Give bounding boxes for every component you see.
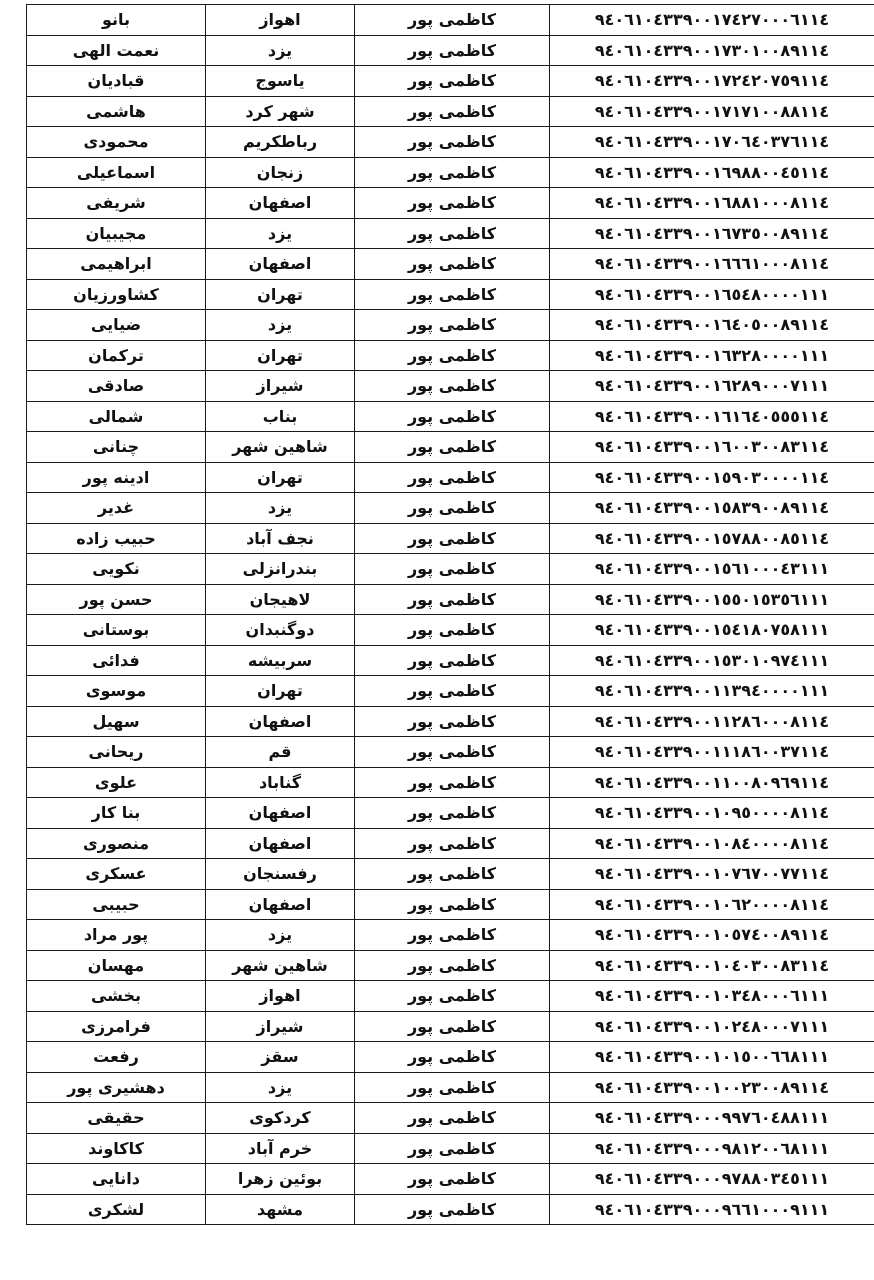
table-row (27, 249, 874, 280)
table-row (27, 1164, 874, 1195)
cell-id-number: ۹٤۰٦۱۰٤۳۳۹۰۰۱۰۳٤۸۰۰۰٦۱۱۱ (550, 981, 874, 1012)
cell-name: حقیقی (27, 1103, 206, 1134)
cell-family: کاظمی پور (355, 859, 550, 890)
cell-city: شهر کرد (206, 96, 355, 127)
cell-id-number: ۹٤۰٦۱۰٤۳۳۹۰۰۱۷۱۷۱۰۰۸۸۱۱٤ (550, 96, 874, 127)
cell-family: کاظمی پور (355, 96, 550, 127)
cell-city: دوگنبدان (206, 615, 355, 646)
cell-id-number: ۹٤۰٦۱۰٤۳۳۹۰۰۱۰۸٤۰۰۰۰۸۱۱٤ (550, 828, 874, 859)
table-row (27, 767, 874, 798)
table-row (27, 279, 874, 310)
cell-family: کاظمی پور (355, 188, 550, 219)
cell-family: کاظمی پور (355, 310, 550, 341)
cell-city: خرم آباد (206, 1133, 355, 1164)
cell-id-number: ۹٤۰٦۱۰٤۳۳۹۰۰۱۱۱۸٦۰۰۳۷۱۱٤ (550, 737, 874, 768)
cell-city: رفسنجان (206, 859, 355, 890)
cell-city: یزد (206, 920, 355, 951)
table-row (27, 798, 874, 829)
cell-id-number: ۹٤۰٦۱۰٤۳۳۹۰۰۱٦٦٦۱۰۰۰۸۱۱٤ (550, 249, 874, 280)
cell-id-number: ۹٤۰٦۱۰٤۳۳۹۰۰۱۷۲٤۲۰۷٥۹۱۱٤ (550, 66, 874, 97)
cell-id-number: ۹٤۰٦۱۰٤۳۳۹۰۰۱٥٦۱۰۰۰٤۳۱۱۱ (550, 554, 874, 585)
cell-id-number: ۹٤۰٦۱۰٤۳۳۹۰۰۱۰٦۲۰۰۰۰۸۱۱٤ (550, 889, 874, 920)
cell-family: کاظمی پور (355, 1133, 550, 1164)
cell-id-number: ۹٤۰٦۱۰٤۳۳۹۰۰۰۹۹۷٦۰٤۸۸۱۱۱ (550, 1103, 874, 1134)
cell-name: فدائی (27, 645, 206, 676)
cell-name: چنانی (27, 432, 206, 463)
cell-name: حبیبی (27, 889, 206, 920)
cell-name: غدیر (27, 493, 206, 524)
cell-family: کاظمی پور (355, 1164, 550, 1195)
cell-name: شمالی (27, 401, 206, 432)
cell-id-number: ۹٤۰٦۱۰٤۳۳۹۰۰۱٦۲۸۹۰۰۰۷۱۱۱ (550, 371, 874, 402)
table-row (27, 1133, 874, 1164)
table-row (27, 706, 874, 737)
cell-family: کاظمی پور (355, 5, 550, 36)
cell-id-number: ۹٤۰٦۱۰٤۳۳۹۰۰۱٦٤۰٥۰۰۸۹۱۱٤ (550, 310, 874, 341)
cell-city: اصفهان (206, 706, 355, 737)
table-row (27, 523, 874, 554)
table-row (27, 889, 874, 920)
cell-city: یزد (206, 1072, 355, 1103)
cell-name: رفعت (27, 1042, 206, 1073)
table-row (27, 127, 874, 158)
cell-family: کاظمی پور (355, 127, 550, 158)
cell-city: کردکوی (206, 1103, 355, 1134)
cell-city: شیراز (206, 1011, 355, 1042)
table-row (27, 35, 874, 66)
cell-id-number: ۹٤۰٦۱۰٤۳۳۹۰۰۱۰۷٦۷۰۰۷۷۱۱٤ (550, 859, 874, 890)
table-row (27, 310, 874, 341)
table-row (27, 401, 874, 432)
cell-city: اصفهان (206, 249, 355, 280)
cell-name: علوی (27, 767, 206, 798)
table-row (27, 157, 874, 188)
cell-city: یزد (206, 310, 355, 341)
cell-family: کاظمی پور (355, 279, 550, 310)
table-row (27, 462, 874, 493)
cell-id-number: ۹٤۰٦۱۰٤۳۳۹۰۰۱٥۹۰۳۰۰۰۰۱۱٤ (550, 462, 874, 493)
cell-name: محمودی (27, 127, 206, 158)
cell-city: تهران (206, 340, 355, 371)
cell-city: بوئین زهرا (206, 1164, 355, 1195)
cell-city: اهواز (206, 981, 355, 1012)
cell-name: فرامرزی (27, 1011, 206, 1042)
cell-name: دهشیری پور (27, 1072, 206, 1103)
cell-city: اهواز (206, 5, 355, 36)
table-row (27, 554, 874, 585)
cell-family: کاظمی پور (355, 676, 550, 707)
cell-family: کاظمی پور (355, 737, 550, 768)
cell-id-number: ۹٤۰٦۱۰٤۳۳۹۰۰۱۰۰۲۳۰۰۸۹۱۱٤ (550, 1072, 874, 1103)
cell-name: موسوی (27, 676, 206, 707)
table-row (27, 950, 874, 981)
cell-name: هاشمی (27, 96, 206, 127)
cell-family: کاظمی پور (355, 1072, 550, 1103)
cell-name: مهسان (27, 950, 206, 981)
cell-name: شریفی (27, 188, 206, 219)
cell-city: شاهین شهر (206, 950, 355, 981)
cell-id-number: ۹٤۰٦۱۰٤۳۳۹۰۰۱۷٤۲۷۰۰۰٦۱۱٤ (550, 5, 874, 36)
cell-city: سربیشه (206, 645, 355, 676)
cell-family: کاظمی پور (355, 249, 550, 280)
cell-id-number: ۹٤۰٦۱۰٤۳۳۹۰۰۱٥٤۱۸۰۷٥۸۱۱۱ (550, 615, 874, 646)
cell-city: تهران (206, 279, 355, 310)
cell-name: حبیب زاده (27, 523, 206, 554)
cell-id-number: ۹٤۰٦۱۰٤۳۳۹۰۰۱٥۳۰۱۰۹۷٤۱۱۱ (550, 645, 874, 676)
cell-id-number: ۹٤۰٦۱۰٤۳۳۹۰۰۱۱۰۰۸۰۹٦۹۱۱٤ (550, 767, 874, 798)
cell-city: مشهد (206, 1194, 355, 1225)
cell-name: عسکری (27, 859, 206, 890)
table-row (27, 645, 874, 676)
table-row (27, 1103, 874, 1134)
table-row (27, 615, 874, 646)
table-row (27, 340, 874, 371)
cell-id-number: ۹٤۰٦۱۰٤۳۳۹۰۰۱٦۳۲۸۰۰۰۰۱۱۱ (550, 340, 874, 371)
cell-id-number: ۹٤۰٦۱۰٤۳۳۹۰۰۱۰٤۰۳۰۰۸۳۱۱٤ (550, 950, 874, 981)
records-table-body (27, 5, 874, 1225)
cell-name: حسن پور (27, 584, 206, 615)
table-row (27, 1072, 874, 1103)
cell-name: نکویی (27, 554, 206, 585)
table-row (27, 371, 874, 402)
cell-city: سقز (206, 1042, 355, 1073)
table-row (27, 828, 874, 859)
cell-name: مجیبیان (27, 218, 206, 249)
cell-family: کاظمی پور (355, 523, 550, 554)
cell-name: ریحانی (27, 737, 206, 768)
cell-id-number: ۹٤۰٦۱۰٤۳۳۹۰۰۱٦۱٦٤۰٥٥٥۱۱٤ (550, 401, 874, 432)
cell-family: کاظمی پور (355, 828, 550, 859)
cell-family: کاظمی پور (355, 340, 550, 371)
cell-family: کاظمی پور (355, 889, 550, 920)
cell-family: کاظمی پور (355, 1042, 550, 1073)
table-row (27, 859, 874, 890)
records-table (26, 4, 874, 1225)
cell-family: کاظمی پور (355, 981, 550, 1012)
cell-id-number: ۹٤۰٦۱۰٤۳۳۹۰۰۱۰۱٥۰۰٦٦۸۱۱۱ (550, 1042, 874, 1073)
cell-id-number: ۹٤۰٦۱۰٤۳۳۹۰۰۱٥۷۸۸۰۰۸٥۱۱٤ (550, 523, 874, 554)
cell-family: کاظمی پور (355, 493, 550, 524)
cell-family: کاظمی پور (355, 645, 550, 676)
table-row (27, 432, 874, 463)
cell-id-number: ۹٤۰٦۱۰٤۳۳۹۰۰۱٥٥۰۱٥۳٥٦۱۱۱ (550, 584, 874, 615)
cell-family: کاظمی پور (355, 66, 550, 97)
cell-id-number: ۹٤۰٦۱۰٤۳۳۹۰۰۱٦۷۳٥۰۰۸۹۱۱٤ (550, 218, 874, 249)
cell-family: کاظمی پور (355, 218, 550, 249)
cell-family: کاظمی پور (355, 462, 550, 493)
cell-city: یزد (206, 35, 355, 66)
cell-family: کاظمی پور (355, 767, 550, 798)
table-row (27, 493, 874, 524)
cell-city: تهران (206, 676, 355, 707)
cell-city: بندرانزلی (206, 554, 355, 585)
cell-city: اصفهان (206, 889, 355, 920)
cell-id-number: ۹٤۰٦۱۰٤۳۳۹۰۰۱۱۳۹٤۰۰۰۰۱۱۱ (550, 676, 874, 707)
cell-id-number: ۹٤۰٦۱۰٤۳۳۹۰۰۱٦۹۸۸۰۰٤٥۱۱٤ (550, 157, 874, 188)
cell-family: کاظمی پور (355, 1194, 550, 1225)
cell-id-number: ۹٤۰٦۱۰٤۳۳۹۰۰۱٥۸۳۹۰۰۸۹۱۱٤ (550, 493, 874, 524)
table-row (27, 920, 874, 951)
cell-family: کاظمی پور (355, 615, 550, 646)
cell-city: یزد (206, 218, 355, 249)
cell-city: تهران (206, 462, 355, 493)
cell-family: کاظمی پور (355, 1011, 550, 1042)
cell-family: کاظمی پور (355, 432, 550, 463)
cell-city: شیراز (206, 371, 355, 402)
cell-id-number: ۹٤۰٦۱۰٤۳۳۹۰۰۱۱۲۸٦۰۰۰۸۱۱٤ (550, 706, 874, 737)
cell-city: نجف آباد (206, 523, 355, 554)
cell-city: گناباد (206, 767, 355, 798)
cell-name: لشکری (27, 1194, 206, 1225)
cell-city: رباطکریم (206, 127, 355, 158)
table-row (27, 584, 874, 615)
cell-id-number: ۹٤۰٦۱۰٤۳۳۹۰۰۰۹۸۱۲۰۰٦۸۱۱۱ (550, 1133, 874, 1164)
cell-name: قبادیان (27, 66, 206, 97)
cell-family: کاظمی پور (355, 401, 550, 432)
cell-family: کاظمی پور (355, 371, 550, 402)
cell-id-number: ۹٤۰٦۱۰٤۳۳۹۰۰۱۰۹٥۰۰۰۰۸۱۱٤ (550, 798, 874, 829)
cell-name: بنا کار (27, 798, 206, 829)
cell-id-number: ۹٤۰٦۱۰٤۳۳۹۰۰۱۷۰٦٤۰۳۷٦۱۱٤ (550, 127, 874, 158)
cell-city: اصفهان (206, 798, 355, 829)
cell-city: بناب (206, 401, 355, 432)
table-row (27, 1042, 874, 1073)
cell-name: اسماعیلی (27, 157, 206, 188)
cell-name: ضیایی (27, 310, 206, 341)
cell-family: کاظمی پور (355, 950, 550, 981)
cell-city: قم (206, 737, 355, 768)
table-row (27, 676, 874, 707)
cell-id-number: ۹٤۰٦۱۰٤۳۳۹۰۰۱۷۳۰۱۰۰۸۹۱۱٤ (550, 35, 874, 66)
cell-name: منصوری (27, 828, 206, 859)
cell-name: دانایی (27, 1164, 206, 1195)
cell-name: صادقی (27, 371, 206, 402)
table-row (27, 981, 874, 1012)
cell-id-number: ۹٤۰٦۱۰٤۳۳۹۰۰۰۹۷۸۸۰۳٤٥۱۱۱ (550, 1164, 874, 1195)
cell-city: لاهیجان (206, 584, 355, 615)
table-row (27, 66, 874, 97)
cell-family: کاظمی پور (355, 1103, 550, 1134)
cell-name: بانو (27, 5, 206, 36)
cell-id-number: ۹٤۰٦۱۰٤۳۳۹۰۰۱۰۲٤۸۰۰۰۷۱۱۱ (550, 1011, 874, 1042)
cell-name: ابراهیمی (27, 249, 206, 280)
cell-family: کاظمی پور (355, 554, 550, 585)
table-row (27, 1194, 874, 1225)
cell-family: کاظمی پور (355, 584, 550, 615)
cell-name: سهیل (27, 706, 206, 737)
cell-name: کاکاوند (27, 1133, 206, 1164)
cell-name: ادینه پور (27, 462, 206, 493)
cell-city: شاهین شهر (206, 432, 355, 463)
cell-id-number: ۹٤۰٦۱۰٤۳۳۹۰۰۱۰٥۷٤۰۰۸۹۱۱٤ (550, 920, 874, 951)
table-row (27, 96, 874, 127)
cell-id-number: ۹٤۰٦۱۰٤۳۳۹۰۰۱٦٥٤۸۰۰۰۰۱۱۱ (550, 279, 874, 310)
cell-city: زنجان (206, 157, 355, 188)
cell-city: اصفهان (206, 188, 355, 219)
cell-name: نعمت الهی (27, 35, 206, 66)
table-row (27, 1011, 874, 1042)
cell-city: اصفهان (206, 828, 355, 859)
cell-family: کاظمی پور (355, 798, 550, 829)
cell-id-number: ۹٤۰٦۱۰٤۳۳۹۰۰۰۹٦٦۱۰۰۰۹۱۱۱ (550, 1194, 874, 1225)
table-row (27, 218, 874, 249)
cell-name: پور مراد (27, 920, 206, 951)
cell-family: کاظمی پور (355, 920, 550, 951)
cell-family: کاظمی پور (355, 35, 550, 66)
cell-family: کاظمی پور (355, 157, 550, 188)
table-row (27, 5, 874, 36)
cell-city: یزد (206, 493, 355, 524)
cell-id-number: ۹٤۰٦۱۰٤۳۳۹۰۰۱٦۰۰۳۰۰۸۳۱۱٤ (550, 432, 874, 463)
cell-name: بخشی (27, 981, 206, 1012)
table-row (27, 737, 874, 768)
cell-name: بوستانی (27, 615, 206, 646)
table-row (27, 188, 874, 219)
cell-name: کشاورزیان (27, 279, 206, 310)
cell-city: یاسوج (206, 66, 355, 97)
cell-name: ترکمان (27, 340, 206, 371)
cell-id-number: ۹٤۰٦۱۰٤۳۳۹۰۰۱٦۸۸۱۰۰۰۸۱۱٤ (550, 188, 874, 219)
cell-family: کاظمی پور (355, 706, 550, 737)
